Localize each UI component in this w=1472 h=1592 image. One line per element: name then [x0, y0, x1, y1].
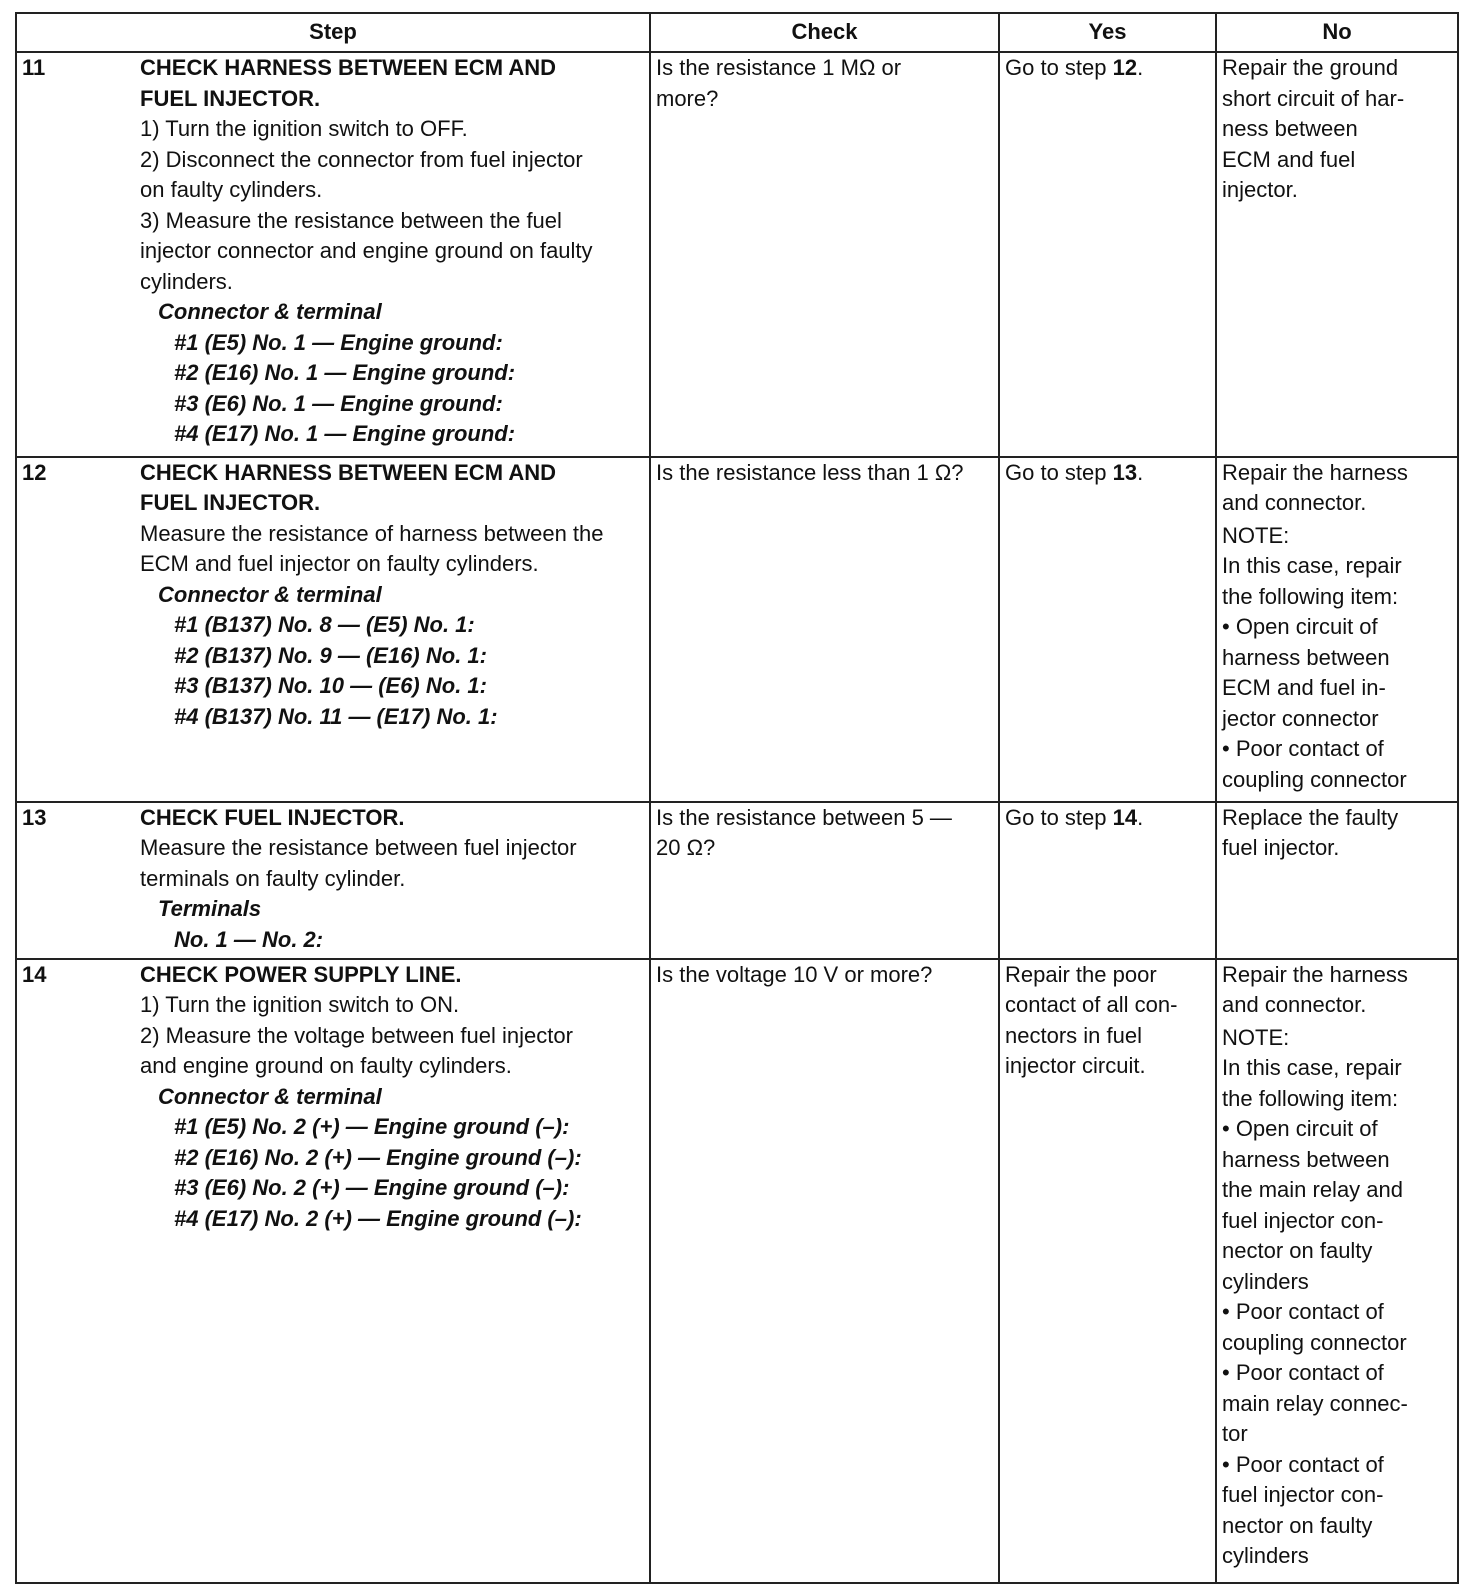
terminal-spec: #2 (E16) No. 1 — Engine ground: [174, 360, 516, 385]
no-text: injector. [1222, 177, 1298, 202]
no-text: Repair the harness [1222, 961, 1408, 987]
instruction-line: 2) Measure the voltage between fuel injector [140, 1022, 573, 1048]
check-cell [650, 52, 999, 457]
instruction-line: ECM and fuel injector on faulty cylinders. [140, 551, 539, 577]
terminal-spec: #2 (B137) No. 9 — (E16) No. 1: [174, 642, 487, 668]
note-text: the main relay and [1222, 1177, 1403, 1203]
check-cell [650, 959, 999, 1583]
step-title: CHECK HARNESS BETWEEN ECM AND [140, 459, 556, 485]
yes-text-end: . [1137, 804, 1144, 830]
no-text: ness between [1222, 116, 1358, 141]
no-text: short circuit of har- [1222, 85, 1405, 111]
instruction-line: 1) Turn the ignition switch to OFF. [140, 116, 468, 141]
table-row-step-11 [16, 52, 1458, 457]
yes-text-end: . [1137, 459, 1144, 485]
no-text: and connector. [1222, 992, 1367, 1018]
yes-text: Go to step [1005, 55, 1113, 80]
note-text: jector connector [1222, 705, 1379, 731]
yes-text: Repair the poor [1005, 961, 1157, 987]
instruction-line: terminals on faulty cylinder. [140, 865, 406, 891]
no-cell [1216, 457, 1458, 802]
note-text: coupling connector [1222, 1329, 1407, 1355]
check-cell [650, 457, 999, 802]
no-cell [1216, 52, 1458, 457]
instruction-line: cylinders. [140, 268, 233, 294]
terminal-spec: #4 (E17) No. 2 (+) — Engine ground (–): [174, 1205, 582, 1231]
note-text: the following item: [1222, 583, 1399, 609]
header-no: No [1216, 13, 1458, 52]
table-row-step-14 [16, 959, 1458, 1583]
header-check: Check [650, 13, 999, 52]
terminal-spec: #2 (E16) No. 2 (+) — Engine ground (–): [174, 1144, 582, 1170]
note-text: coupling connector [1222, 766, 1407, 792]
note-text: In this case, repair [1222, 1055, 1402, 1081]
check-text: Is the voltage 10 V or more? [656, 961, 933, 987]
note-bullet: • Poor contact of [1222, 1451, 1384, 1477]
no-cell [1216, 802, 1458, 959]
connector-heading: Connector & terminal [158, 1083, 382, 1109]
note-text: cylinders [1222, 1268, 1309, 1294]
note-text: cylinders [1222, 1543, 1309, 1569]
step-number: 14 [22, 961, 47, 987]
no-text: fuel injector. [1222, 835, 1340, 861]
yes-cell [999, 959, 1216, 1583]
terminal-spec: #4 (E17) No. 1 — Engine ground: [174, 421, 516, 446]
terminal-spec: #4 (B137) No. 11 — (E17) No. 1: [174, 703, 498, 729]
instruction-line: and engine ground on faulty cylinders. [140, 1053, 512, 1079]
step-title-cont: FUEL INJECTOR. [140, 490, 321, 516]
note-text: harness between [1222, 1146, 1390, 1172]
note-label: NOTE: [1222, 522, 1290, 548]
step-cell [16, 457, 650, 802]
step-title: CHECK FUEL INJECTOR. [140, 804, 405, 830]
header-yes: Yes [999, 13, 1216, 52]
check-text: Is the resistance 1 MΩ or [656, 55, 902, 80]
terminal-spec: #3 (E6) No. 1 — Engine ground: [174, 390, 503, 416]
terminal-spec: #3 (B137) No. 10 — (E6) No. 1: [174, 673, 487, 699]
step-title: CHECK POWER SUPPLY LINE. [140, 961, 462, 987]
table-row-step-12 [16, 457, 1458, 802]
header-row [16, 13, 1458, 52]
step-number: 12 [22, 459, 47, 485]
table-row-step-13 [16, 802, 1458, 959]
yes-text: contact of all con- [1005, 992, 1178, 1018]
step-number: 13 [22, 804, 47, 830]
terminal-spec: #1 (E5) No. 2 (+) — Engine ground (–): [174, 1114, 570, 1140]
terminal-spec: #3 (E6) No. 2 (+) — Engine ground (–): [174, 1175, 570, 1201]
instruction-line: Measure the resistance between fuel injector [140, 835, 577, 861]
yes-text-end: . [1137, 55, 1144, 80]
note-text: fuel injector con- [1222, 1482, 1384, 1508]
terminals-heading: Terminals [158, 896, 262, 922]
connector-heading: Connector & terminal [158, 299, 382, 324]
note-bullet: • Poor contact of [1222, 736, 1384, 762]
instruction-line: Measure the resistance of harness between the [140, 520, 604, 546]
instruction-line: on faulty cylinders. [140, 177, 323, 202]
terminal-spec: #1 (B137) No. 8 — (E5) No. 1: [174, 612, 475, 638]
note-text: ECM and fuel in- [1222, 675, 1386, 701]
step-cell [16, 802, 650, 959]
header-step: Step [16, 13, 650, 52]
note-text: nector on faulty [1222, 1238, 1373, 1264]
instruction-line: 2) Disconnect the connector from fuel injector [140, 146, 583, 172]
note-text: nector on faulty [1222, 1512, 1373, 1538]
note-bullet: • Poor contact of [1222, 1299, 1384, 1325]
yes-step-ref: 13 [1112, 459, 1138, 485]
instruction-line: injector connector and engine ground on faulty [140, 238, 593, 263]
note-text: the following item: [1222, 1085, 1399, 1111]
step-cell [16, 959, 650, 1583]
no-text: ECM and fuel [1222, 146, 1356, 172]
step-title-cont: FUEL INJECTOR. [140, 85, 321, 111]
step-title: CHECK HARNESS BETWEEN ECM AND [140, 55, 556, 80]
note-bullet: • Poor contact of [1222, 1360, 1384, 1386]
yes-cell [999, 802, 1216, 959]
terminal-spec: No. 1 — No. 2: [174, 926, 324, 952]
check-cell [650, 802, 999, 959]
note-text: main relay connec- [1222, 1390, 1408, 1416]
yes-cell [999, 52, 1216, 457]
yes-text: Go to step [1005, 459, 1113, 485]
no-text: Repair the harness [1222, 459, 1408, 485]
check-text: Is the resistance less than 1 Ω? [656, 459, 964, 485]
terminal-spec: #1 (E5) No. 1 — Engine ground: [174, 329, 503, 355]
step-number: 11 [22, 55, 46, 80]
yes-text: injector circuit. [1005, 1053, 1146, 1079]
note-text: tor [1222, 1421, 1248, 1447]
instruction-line: 1) Turn the ignition switch to ON. [140, 992, 460, 1018]
yes-step-ref: 12 [1112, 55, 1138, 80]
note-text: In this case, repair [1222, 553, 1402, 579]
yes-text: nectors in fuel [1005, 1022, 1142, 1048]
yes-text: Go to step [1005, 804, 1113, 830]
note-bullet: • Open circuit of [1222, 1116, 1378, 1142]
yes-step-ref: 14 [1112, 804, 1138, 830]
check-text: Is the resistance between 5 — [656, 804, 952, 830]
no-cell [1216, 959, 1458, 1583]
connector-heading: Connector & terminal [158, 581, 382, 607]
note-bullet: • Open circuit of [1222, 614, 1378, 640]
yes-cell [999, 457, 1216, 802]
step-cell [16, 52, 650, 457]
diagnostic-table [15, 12, 1459, 1584]
note-label: NOTE: [1222, 1024, 1290, 1050]
no-text: Repair the ground [1222, 55, 1399, 80]
note-text: harness between [1222, 644, 1390, 670]
no-text: and connector. [1222, 490, 1367, 516]
note-text: fuel injector con- [1222, 1207, 1384, 1233]
no-text: Replace the faulty [1222, 804, 1399, 830]
check-text: more? [656, 85, 719, 111]
instruction-line: 3) Measure the resistance between the fuel [140, 207, 562, 233]
check-text: 20 Ω? [656, 835, 716, 861]
